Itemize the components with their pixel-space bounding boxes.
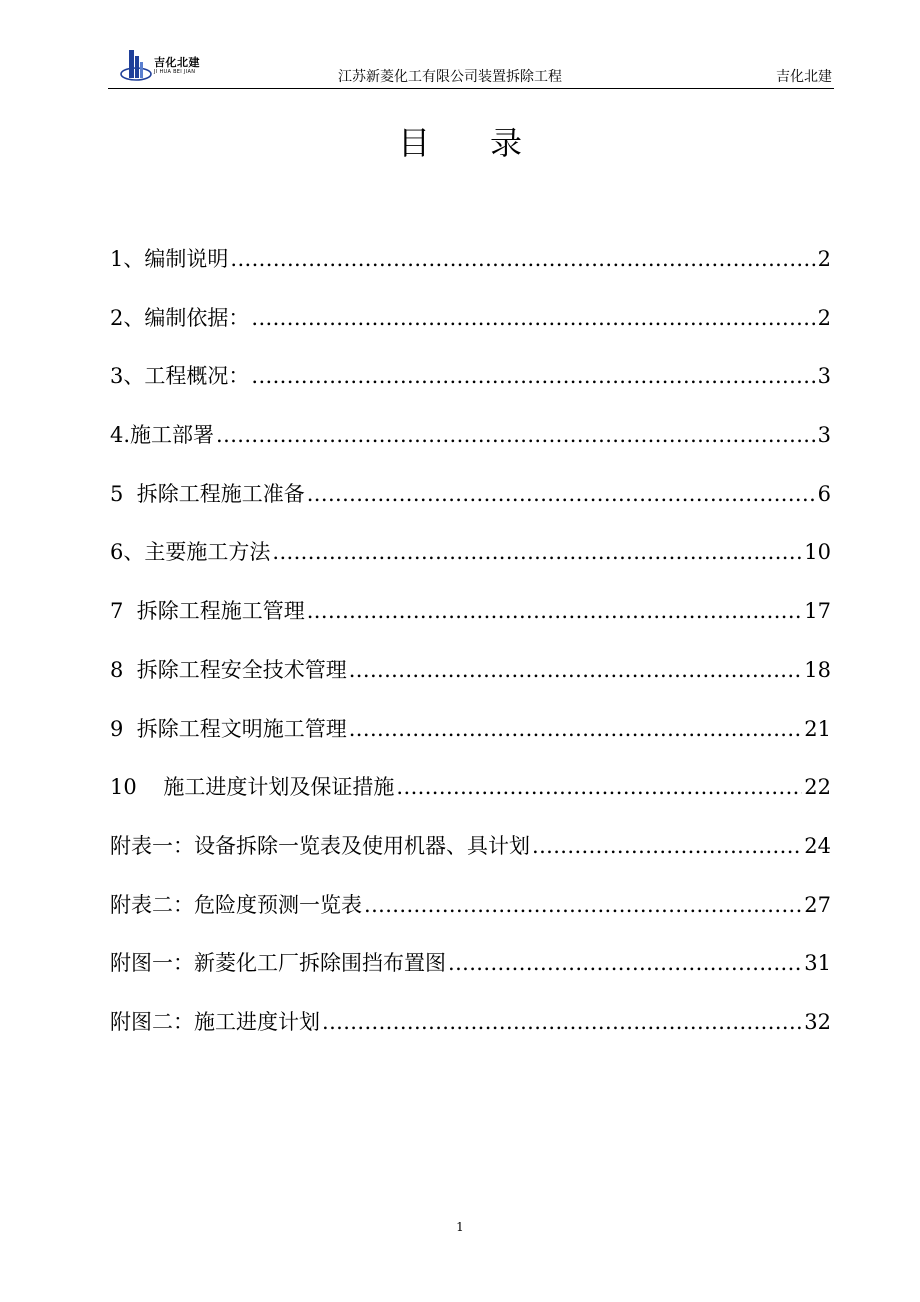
- toc-entry-page: 3: [817, 364, 831, 389]
- toc-entry-page: 22: [804, 775, 831, 800]
- toc-entry[interactable]: [110, 531, 831, 590]
- toc-entry-label: 2、编制依据：: [110, 305, 250, 330]
- toc-entry-page: 32: [804, 1009, 831, 1034]
- toc-entry-label: 8 拆除工程安全技术管理: [110, 657, 347, 682]
- logo-subtext: JI HUA BEI JIAN: [154, 69, 196, 75]
- toc-entry[interactable]: [110, 1001, 831, 1060]
- toc-entry-label: 1、编制说明: [110, 247, 229, 271]
- toc-entry-page: 6: [817, 481, 831, 506]
- toc-leader-dots: [230, 238, 815, 280]
- toc-leader-dots: [307, 473, 816, 515]
- toc-entry-label: 3、工程概况：: [110, 364, 250, 389]
- toc-entry-label: 10 施工进度计划及保证措施: [110, 775, 395, 800]
- toc-leader-dots: [448, 942, 802, 984]
- toc-entry-label: 7 拆除工程施工管理: [110, 599, 305, 624]
- toc-leader-dots: [364, 884, 802, 926]
- toc-leader-dots: [251, 355, 815, 397]
- page-header: [108, 40, 834, 89]
- toc-entry-label: 附表一：设备拆除一览表及使用机器、具计划: [110, 833, 530, 858]
- toc-leader-dots: [216, 414, 816, 456]
- toc-entry[interactable]: [110, 355, 831, 414]
- toc-entry-label: 附图二：施工进度计划: [110, 1009, 320, 1034]
- logo-text: 吉化北建: [154, 56, 200, 69]
- toc-entry-label: 9 拆除工程文明施工管理: [110, 716, 347, 741]
- toc-title: 目录: [397, 124, 582, 162]
- toc-leader-dots: [532, 825, 802, 867]
- toc-entry[interactable]: [110, 414, 831, 473]
- toc-entry[interactable]: [110, 649, 831, 708]
- toc-entry[interactable]: [110, 708, 831, 767]
- toc-entry-page: 31: [804, 951, 831, 976]
- toc-entry-label: 4.施工部署: [110, 423, 215, 448]
- toc-entry[interactable]: [110, 942, 831, 1001]
- toc-entry-page: 17: [804, 599, 831, 624]
- page-number: 1: [456, 1220, 464, 1234]
- toc-leader-dots: [272, 531, 802, 573]
- toc-leader-dots: [349, 649, 803, 691]
- toc-entry-page: 18: [804, 657, 831, 682]
- toc-entry-page: 21: [804, 716, 831, 741]
- toc-entry[interactable]: [110, 297, 831, 356]
- toc-entry-page: 2: [817, 247, 831, 271]
- header-project-title: 江苏新菱化工有限公司装置拆除工程: [338, 69, 562, 85]
- toc-entry[interactable]: [110, 884, 831, 943]
- toc-entry-page: 24: [804, 833, 831, 858]
- toc-entry-page: 2: [817, 305, 831, 330]
- company-logo: [120, 46, 230, 84]
- table-of-contents: [110, 238, 831, 1060]
- toc-entry[interactable]: [110, 590, 831, 649]
- toc-leader-dots: [322, 1001, 802, 1043]
- toc-leader-dots: [349, 708, 803, 750]
- toc-entry[interactable]: [110, 825, 831, 884]
- toc-entry[interactable]: [110, 238, 831, 297]
- toc-leader-dots: [396, 766, 802, 808]
- toc-entry-page: 3: [817, 423, 831, 448]
- building-logo-icon: [120, 46, 152, 84]
- header-company-name: 吉化北建: [776, 69, 832, 85]
- toc-entry-label: 5 拆除工程施工准备: [110, 481, 305, 506]
- toc-entry-label: 附表二：危险度预测一览表: [110, 892, 362, 917]
- toc-entry-page: 27: [804, 892, 831, 917]
- toc-entry-label: 6、主要施工方法: [110, 540, 271, 565]
- toc-leader-dots: [307, 590, 803, 632]
- toc-entry[interactable]: [110, 473, 831, 532]
- toc-leader-dots: [251, 297, 815, 339]
- toc-entry-page: 10: [804, 540, 831, 565]
- toc-entry-label: 附图一：新菱化工厂拆除围挡布置图: [110, 951, 446, 976]
- toc-entry[interactable]: [110, 766, 831, 825]
